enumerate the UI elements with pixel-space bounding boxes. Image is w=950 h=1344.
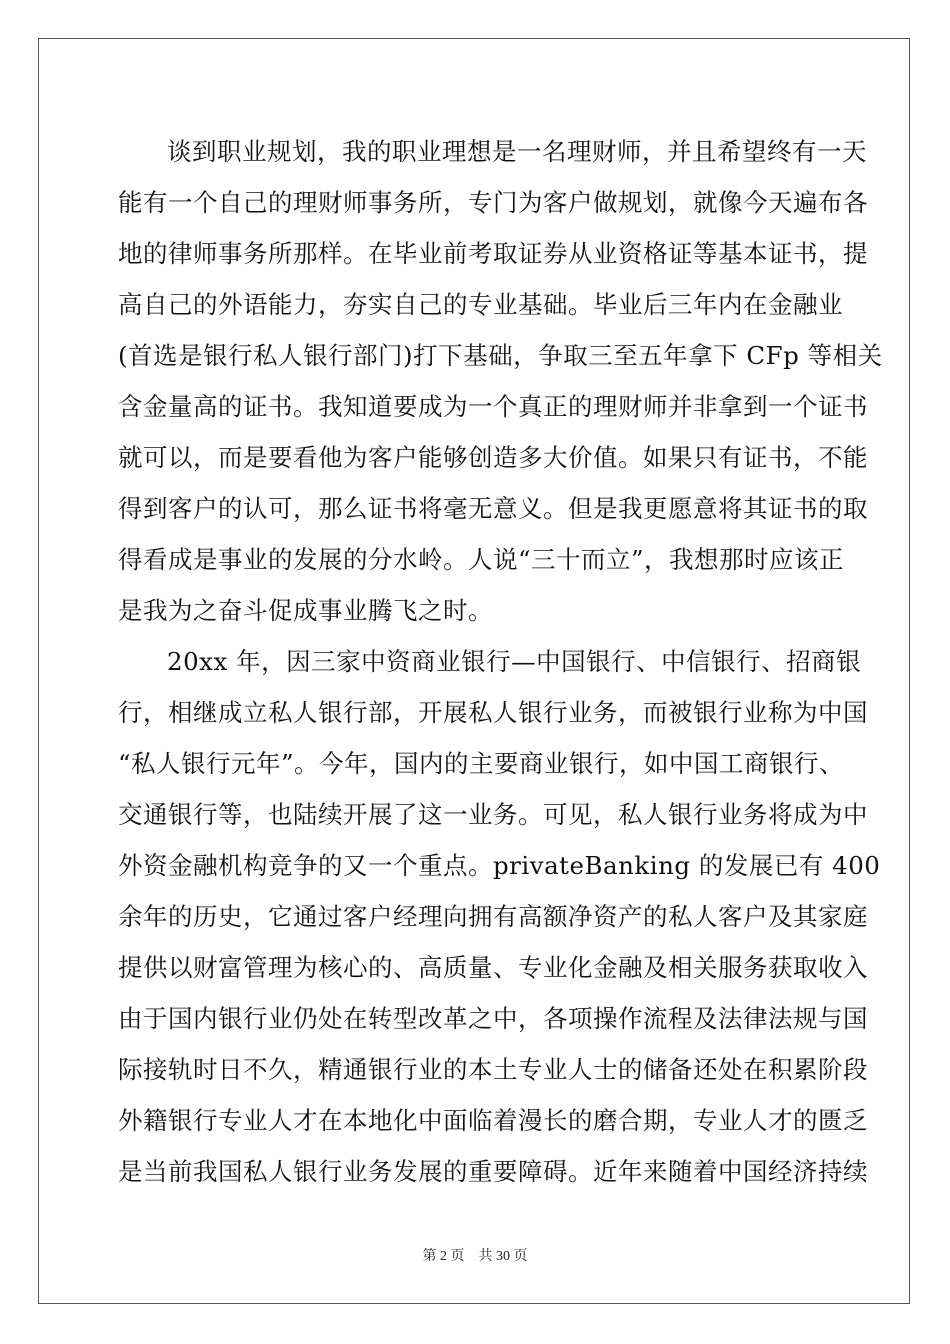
text-line: 余年的历史，它通过客户经理向拥有高额净资产的私人客户及其家庭 [118,902,868,931]
text-line: 含金量高的证书。我知道要成为一个真正的理财师并非拿到一个证书 [118,392,868,421]
text-line: 提供以财富管理为核心的、高质量、专业化金融及相关服务获取收入 [118,953,868,982]
text-line: 由于国内银行业仍处在转型改革之中，各项操作流程及法律法规与国 [118,1004,868,1033]
text-line: 际接轨时日不久，精通银行业的本土专业人士的储备还处在积累阶段 [118,1055,868,1084]
text-line: 就可以，而是要看他为客户能够创造多大价值。如果只有证书，不能 [118,443,868,472]
text-line: 是当前我国私人银行业务发展的重要障碍。近年来随着中国经济持续 [118,1157,868,1186]
text-line: 是我为之奋斗促成事业腾飞之时。 [118,596,493,625]
text-line: (首选是银行私人银行部门)打下基础，争取三至五年拿下 CFp 等相关 [118,341,883,370]
page-total: 共 30 页 [478,1249,528,1264]
paragraph [118,126,883,636]
page-footer [0,1245,950,1265]
text-line: 高自己的外语能力，夯实自己的专业基础。毕业后三年内在金融业 [118,290,843,319]
page-number: 第 2 页 [422,1249,465,1264]
text-line: 行，相继成立私人银行部，开展私人银行业务，而被银行业称为中国 [118,698,868,727]
text-line: 得到客户的认可，那么证书将毫无意义。但是我更愿意将其证书的取 [118,494,868,523]
text-line: 得看成是事业的发展的分水岭。人说“三十而立”，我想那时应该正 [118,545,845,574]
text-line: “私人银行元年”。今年，国内的主要商业银行，如中国工商银行、 [118,749,845,778]
document-body [118,126,883,1197]
text-line: 谈到职业规划，我的职业理想是一名理财师，并且希望终有一天 [167,137,867,166]
text-line: 地的律师事务所那样。在毕业前考取证券从业资格证等基本证书，提 [118,239,868,268]
text-line: 外资金融机构竞争的又一个重点。privateBanking 的发展已有 400 [118,851,881,880]
text-line: 外籍银行专业人才在本地化中面临着漫长的磨合期，专业人才的匮乏 [118,1106,868,1135]
paragraph [118,636,881,1197]
text-line: 能有一个自己的理财师事务所，专门为客户做规划，就像今天遍布各 [118,188,868,217]
text-line: 交通银行等，也陆续开展了这一业务。可见，私人银行业务将成为中 [118,800,868,829]
text-line: 20xx 年，因三家中资商业银行—中国银行、中信银行、招商银 [167,647,862,676]
